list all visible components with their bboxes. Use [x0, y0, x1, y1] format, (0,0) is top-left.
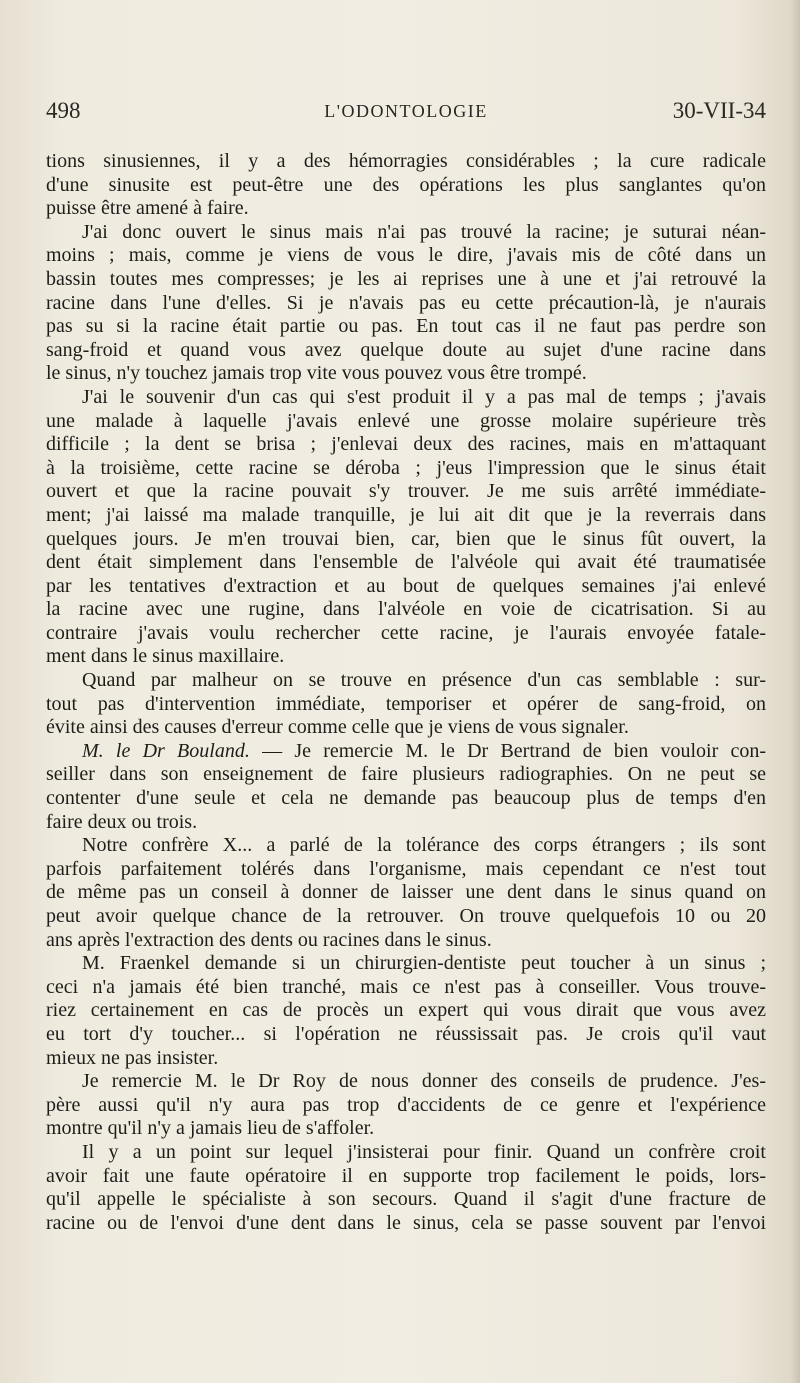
line-text: puisse être amené à faire. [46, 197, 249, 220]
text-line [46, 669, 766, 693]
text-line [46, 362, 766, 386]
text-line [46, 976, 766, 1000]
page-header [46, 96, 766, 126]
text-line [46, 410, 766, 434]
text-line [46, 551, 766, 575]
text-line [46, 787, 766, 811]
text-line [46, 1094, 766, 1118]
line-text: seiller dans son enseignement de faire plusieurs radiographies. On ne peut se [46, 763, 766, 786]
text-line [46, 480, 766, 504]
text-line [46, 292, 766, 316]
text-line [46, 999, 766, 1023]
text-line [46, 1165, 766, 1189]
line-text: eu tort d'y toucher... si l'opération ne réussissait pas. Je crois qu'il vaut [46, 1022, 766, 1045]
text-line [46, 763, 766, 787]
line-text: père aussi qu'il n'y aura pas trop d'accidents de ce genre et l'expérience [46, 1093, 766, 1116]
line-text: tout pas d'intervention immédiate, temporiser et opérer de sang-froid, on [46, 692, 766, 715]
text-line [46, 1047, 766, 1071]
line-text: Quand par malheur on se trouve en présence d'un cas semblable : sur- [82, 669, 766, 692]
text-line [46, 929, 766, 953]
line-text: mieux ne pas insister. [46, 1046, 219, 1069]
line-text: avoir fait une faute opératoire il en supporte trop facilement le poids, lors- [46, 1164, 766, 1187]
text-line [46, 1212, 766, 1236]
line-text: ans après l'extraction des dents ou racines dans le sinus. [46, 928, 492, 951]
line-text: peut avoir quelque chance de la retrouver. On trouve quelquefois 10 ou 20 [46, 905, 766, 927]
line-text: Il y a un point sur lequel j'insisterai pour finir. Quand un confrère croit [82, 1140, 766, 1163]
text-line [46, 386, 766, 410]
line-text: J'ai donc ouvert le sinus mais n'ai pas trouvé la racine; je suturai néan- [82, 220, 766, 243]
line-text: — Je remercie M. le Dr Bertrand de bien vouloir con- [249, 739, 767, 762]
line-text: Notre confrère X... a parlé de la tolérance des corps étrangers ; ils sont [82, 834, 766, 857]
line-text: qu'il appelle le spécialiste à son secours. Quand il s'agit d'une fracture de [46, 1188, 766, 1211]
line-text: ceci n'a jamais été bien tranché, mais ce n'est pas à conseiller. Vous trouve- [46, 975, 766, 998]
speaker-name: M. le Dr Bouland. [82, 739, 250, 762]
paragraph [46, 952, 766, 1070]
text-line [46, 1070, 766, 1094]
line-text: pas su si la racine était partie ou pas. En tout cas il ne faut pas perdre son [46, 315, 766, 338]
line-text: à la troisième, cette racine se déroba ; j'eus l'impression que le sinus était [46, 456, 766, 479]
paragraph [46, 150, 766, 221]
text-line [46, 150, 766, 174]
line-text: le sinus, n'y touchez jamais trop vite vous pouvez vous être trompé. [46, 362, 587, 385]
text-line [46, 575, 766, 599]
paragraph [46, 386, 766, 669]
line-text: quelques jours. Je m'en trouvai bien, car, bien que le sinus fût ouvert, la [46, 527, 766, 550]
running-title: L'ODONTOLOGIE [324, 101, 488, 121]
text-line [46, 315, 766, 339]
text-line [46, 693, 766, 717]
text-line [46, 197, 766, 221]
line-text: sang-froid et quand vous avez quelque doute au sujet d'une racine dans [46, 338, 766, 361]
line-text: contenter d'une seule et cela ne demande pas beaucoup plus de temps d'en [46, 787, 766, 810]
text-line [46, 174, 766, 198]
text-line [46, 881, 766, 905]
text-line [46, 1117, 766, 1141]
line-text: racine ou de l'envoi d'une dent dans le sinus, cela se passe souvent par l'envoi [46, 1211, 766, 1234]
line-text: ment dans le sinus maxillaire. [46, 645, 285, 668]
text-line [46, 504, 766, 528]
line-text: riez certainement en cas de procès un expert qui vous dirait que vous avez [46, 999, 766, 1022]
text-line [46, 1023, 766, 1047]
text-line [46, 622, 766, 646]
paragraph [46, 834, 766, 952]
text-line [46, 740, 766, 764]
text-line [46, 811, 766, 835]
text-line [46, 1188, 766, 1212]
line-text: par les tentatives d'extraction et au bout de quelques semaines j'ai enlevé [46, 574, 766, 597]
line-text: M. Fraenkel demande si un chirurgien-dentiste peut toucher à un sinus ; [82, 952, 766, 975]
page-number: 498 [46, 98, 81, 123]
page-edge-shadow [790, 0, 800, 1383]
line-text: de même pas un conseil à donner de laisser une dent dans le sinus quand on [46, 881, 766, 904]
text-line [46, 645, 766, 669]
line-text: bassin toutes mes compresses; je les ai reprises une à une et j'ai retrouvé la [46, 267, 766, 290]
line-text: montre qu'il n'y a jamais lieu de s'affoler. [46, 1117, 375, 1140]
line-text: ment; j'ai laissé ma malade tranquille, je lui ait dit que je la reverrais dans [46, 503, 766, 526]
text-line [46, 952, 766, 976]
text-line [46, 221, 766, 245]
text-line [46, 598, 766, 622]
text-line [46, 268, 766, 292]
line-text: une malade à laquelle j'avais enlevé une grosse molaire supérieure très [46, 409, 766, 432]
issue-date: 30-VII-34 [672, 98, 766, 123]
text-line [46, 858, 766, 882]
line-text: dent était simplement dans l'ensemble de l'alvéole qui avait été traumatisée [46, 551, 766, 574]
line-text: faire deux ou trois. [46, 810, 198, 833]
line-text: racine dans l'une d'elles. Si je n'avais pas eu cette précaution-là, je n'aurais [46, 291, 766, 314]
text-line [46, 457, 766, 481]
text-line [46, 1141, 766, 1165]
line-text: tions sinusiennes, il y a des hémorragies considérables ; la cure radicale [46, 150, 766, 172]
paragraph [46, 740, 766, 834]
text-line [46, 905, 766, 929]
body-text [46, 150, 766, 1235]
paragraph [46, 221, 766, 386]
paragraph [46, 1141, 766, 1235]
paragraph [46, 669, 766, 740]
line-text: ouvert et que la racine pouvait s'y trouver. Je me suis arrêté immédiate- [46, 480, 766, 503]
text-line [46, 528, 766, 552]
line-text: moins ; mais, comme je viens de vous le dire, j'avais mis de côté dans un [46, 244, 766, 267]
line-text: évite ainsi des causes d'erreur comme celle que je viens de vous signaler. [46, 716, 629, 739]
line-text: contraire j'avais voulu rechercher cette racine, je l'aurais envoyée fatale- [46, 621, 766, 644]
text-line [46, 433, 766, 457]
line-text: difficile ; la dent se brisa ; j'enlevai deux des racines, mais en m'attaquant [46, 433, 766, 456]
text-line [46, 716, 766, 740]
line-text: Je remercie M. le Dr Roy de nous donner des conseils de prudence. J'es- [82, 1070, 766, 1093]
paragraph [46, 1070, 766, 1141]
line-text: d'une sinusite est peut-être une des opérations les plus sanglantes qu'on [46, 173, 766, 196]
line-text: parfois parfaitement tolérés dans l'organisme, mais cependant ce n'est tout [46, 857, 766, 880]
line-text: J'ai le souvenir d'un cas qui s'est produit il y a pas mal de temps ; j'avais [82, 385, 766, 408]
text-line [46, 244, 766, 268]
text-line [46, 834, 766, 858]
text-line [46, 339, 766, 363]
line-text: la racine avec une rugine, dans l'alvéole en voie de cicatrisation. Si au [46, 598, 766, 621]
